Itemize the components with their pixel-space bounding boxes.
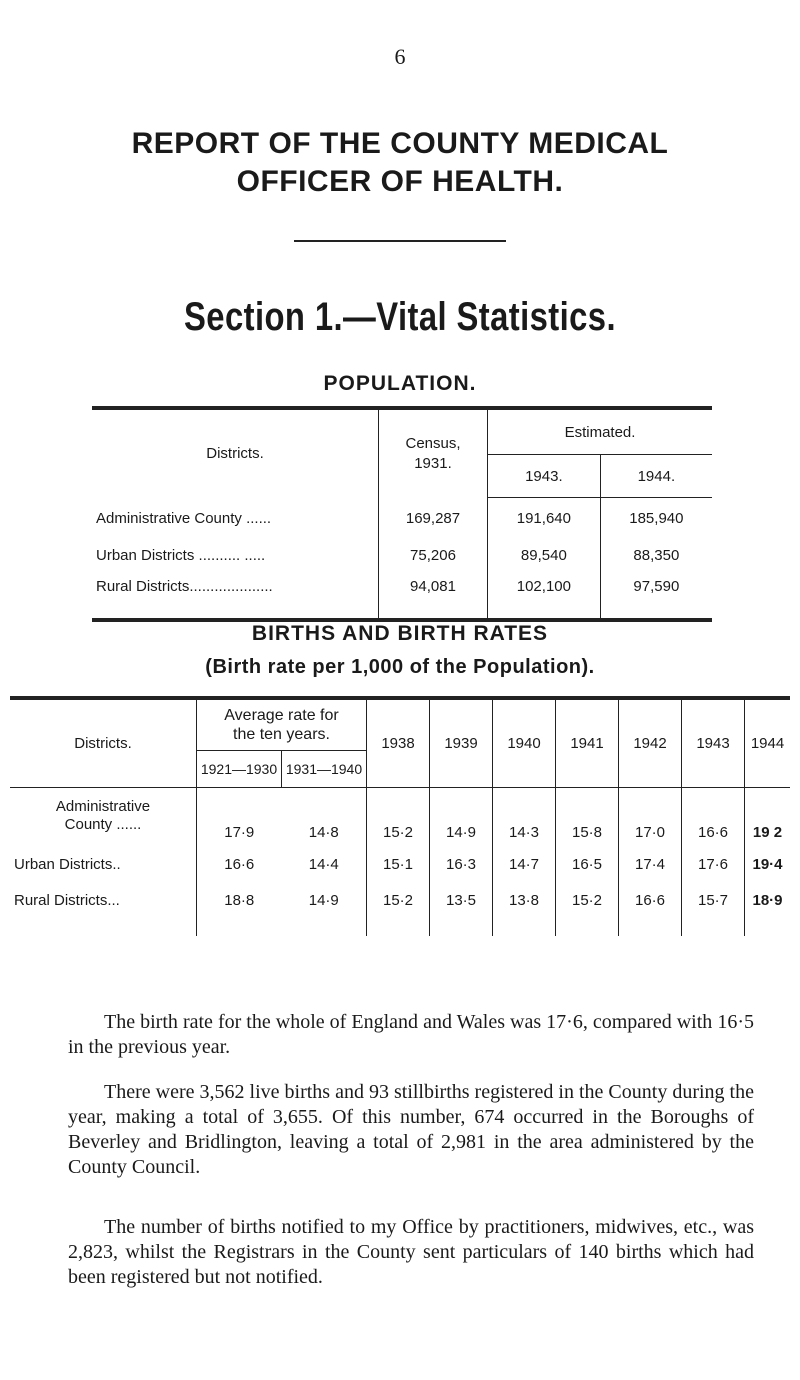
district-name: Rural Districts... xyxy=(10,884,197,936)
estimate-1944: 88,350 xyxy=(633,547,680,564)
paragraph-birth-rate-comparison: The birth rate for the whole of England and Wales was 17·6, compared with 16·5 in the previous year. xyxy=(68,1011,754,1058)
population-header-districts: Districts. xyxy=(92,408,379,498)
rate-value: 14·4 xyxy=(282,844,367,884)
rate-value: 15·2 xyxy=(556,884,619,936)
page-title-line2: OFFICER OF HEALTH. xyxy=(236,165,564,198)
rate-value: 14·7 xyxy=(493,844,556,884)
district-name: Urban Districts.. xyxy=(10,844,197,884)
estimate-1944: 97,590 xyxy=(633,577,680,595)
rate-value: 17·4 xyxy=(619,844,682,884)
page-title-line1: REPORT OF THE COUNTY MEDICAL xyxy=(131,127,669,160)
estimate-1943: 102,100 xyxy=(488,572,601,620)
rate-value: 15·1 xyxy=(367,844,430,884)
population-table xyxy=(92,406,712,622)
rate-value: 15·2 xyxy=(367,884,430,936)
district-name: Administrative County ...... xyxy=(92,498,379,540)
estimate-1943: 191,640 xyxy=(488,498,601,540)
rate-value: 14·8 xyxy=(282,788,367,845)
census-value: 169,287 xyxy=(379,498,488,540)
rate-value: 13·5 xyxy=(430,884,493,936)
district-name: Urban Districts .......... ..... xyxy=(92,540,379,572)
page-title xyxy=(0,125,800,201)
average-header-line1: Average rate for xyxy=(224,707,339,724)
rate-value: 15·8 xyxy=(556,788,619,845)
rate-value: 15·2 xyxy=(367,788,430,845)
rate-value: 17·6 xyxy=(682,844,745,884)
births-subheading: (Birth rate per 1,000 of the Population). xyxy=(205,656,595,678)
rate-value: 16·5 xyxy=(556,844,619,884)
rate-value: 16·6 xyxy=(619,884,682,936)
births-header-1941: 1941 xyxy=(556,698,619,788)
rate-value: 15·7 xyxy=(682,884,745,936)
births-heading: BIRTHS AND BIRTH RATES xyxy=(251,622,549,645)
population-header-1943: 1943. xyxy=(488,455,601,498)
rate-value: 16·3 xyxy=(430,844,493,884)
births-header-1938: 1938 xyxy=(367,698,430,788)
population-header-1944: 1944. xyxy=(600,455,712,498)
estimate-1943: 89,540 xyxy=(488,540,601,572)
average-header-line2: the ten years. xyxy=(233,726,330,743)
table-row xyxy=(92,572,712,620)
births-header-1942: 1942 xyxy=(619,698,682,788)
rate-value: 17·0 xyxy=(619,788,682,845)
births-header-1931-1940: 1931—1940 xyxy=(282,751,367,788)
census-value: 75,206 xyxy=(379,540,488,572)
section-title: Section 1.—Vital Statistics. xyxy=(184,295,616,339)
rate-value: 19 2 xyxy=(745,788,791,845)
district-name: Rural Districts.................... xyxy=(92,572,379,620)
census-value: 94,081 xyxy=(379,572,488,620)
census-header-line1: Census, xyxy=(405,434,461,452)
rate-value: 14·9 xyxy=(282,884,367,936)
rate-value: 13·8 xyxy=(493,884,556,936)
page-number: 6 xyxy=(394,44,406,69)
population-heading: POPULATION. xyxy=(323,372,477,395)
table-row xyxy=(10,788,790,845)
paragraph-births-notified: The number of births notified to my Office by practitioners, midwives, etc., was 2,823, whilst the Registrars in the County sent particulars of 140 births which had been registered but not notified. xyxy=(68,1216,754,1288)
births-header-1940: 1940 xyxy=(493,698,556,788)
rate-value: 18·8 xyxy=(224,892,255,909)
population-header-census xyxy=(379,408,488,498)
rate-value: 14·3 xyxy=(493,788,556,845)
rate-value: 14·9 xyxy=(430,788,493,845)
rate-value: 17·9 xyxy=(197,788,282,845)
births-header-1944: 1944 xyxy=(750,735,785,752)
title-divider xyxy=(294,240,506,242)
births-header-average xyxy=(197,698,367,751)
rate-value: 18·9 xyxy=(752,892,783,909)
births-header-1943: 1943 xyxy=(682,698,745,788)
estimate-1944: 185,940 xyxy=(629,510,684,528)
births-header-districts: Districts. xyxy=(10,698,197,788)
census-header-line2: 1931. xyxy=(414,454,452,472)
births-table xyxy=(10,696,790,936)
rate-value: 19·4 xyxy=(752,855,783,873)
table-row xyxy=(10,884,790,936)
births-header-1921-1930: 1921—1930 xyxy=(197,751,282,788)
table-row xyxy=(92,540,712,572)
paragraph-births-registered: There were 3,562 live births and 93 stillbirths registered in the County during the year, making a total of 3,655. Of this number, 674 occurred in the Boroughs of Beverley and Bridlington, leaving a total of 2,981 in the area administered by the County Council. xyxy=(68,1081,754,1178)
rate-value: 16·6 xyxy=(682,788,745,845)
rate-value: 16·6 xyxy=(224,855,255,873)
births-header-1939: 1939 xyxy=(430,698,493,788)
table-row xyxy=(92,498,712,540)
table-row xyxy=(10,844,790,884)
population-header-estimated: Estimated. xyxy=(488,408,713,455)
district-name: Administrative County ...... xyxy=(10,788,197,845)
